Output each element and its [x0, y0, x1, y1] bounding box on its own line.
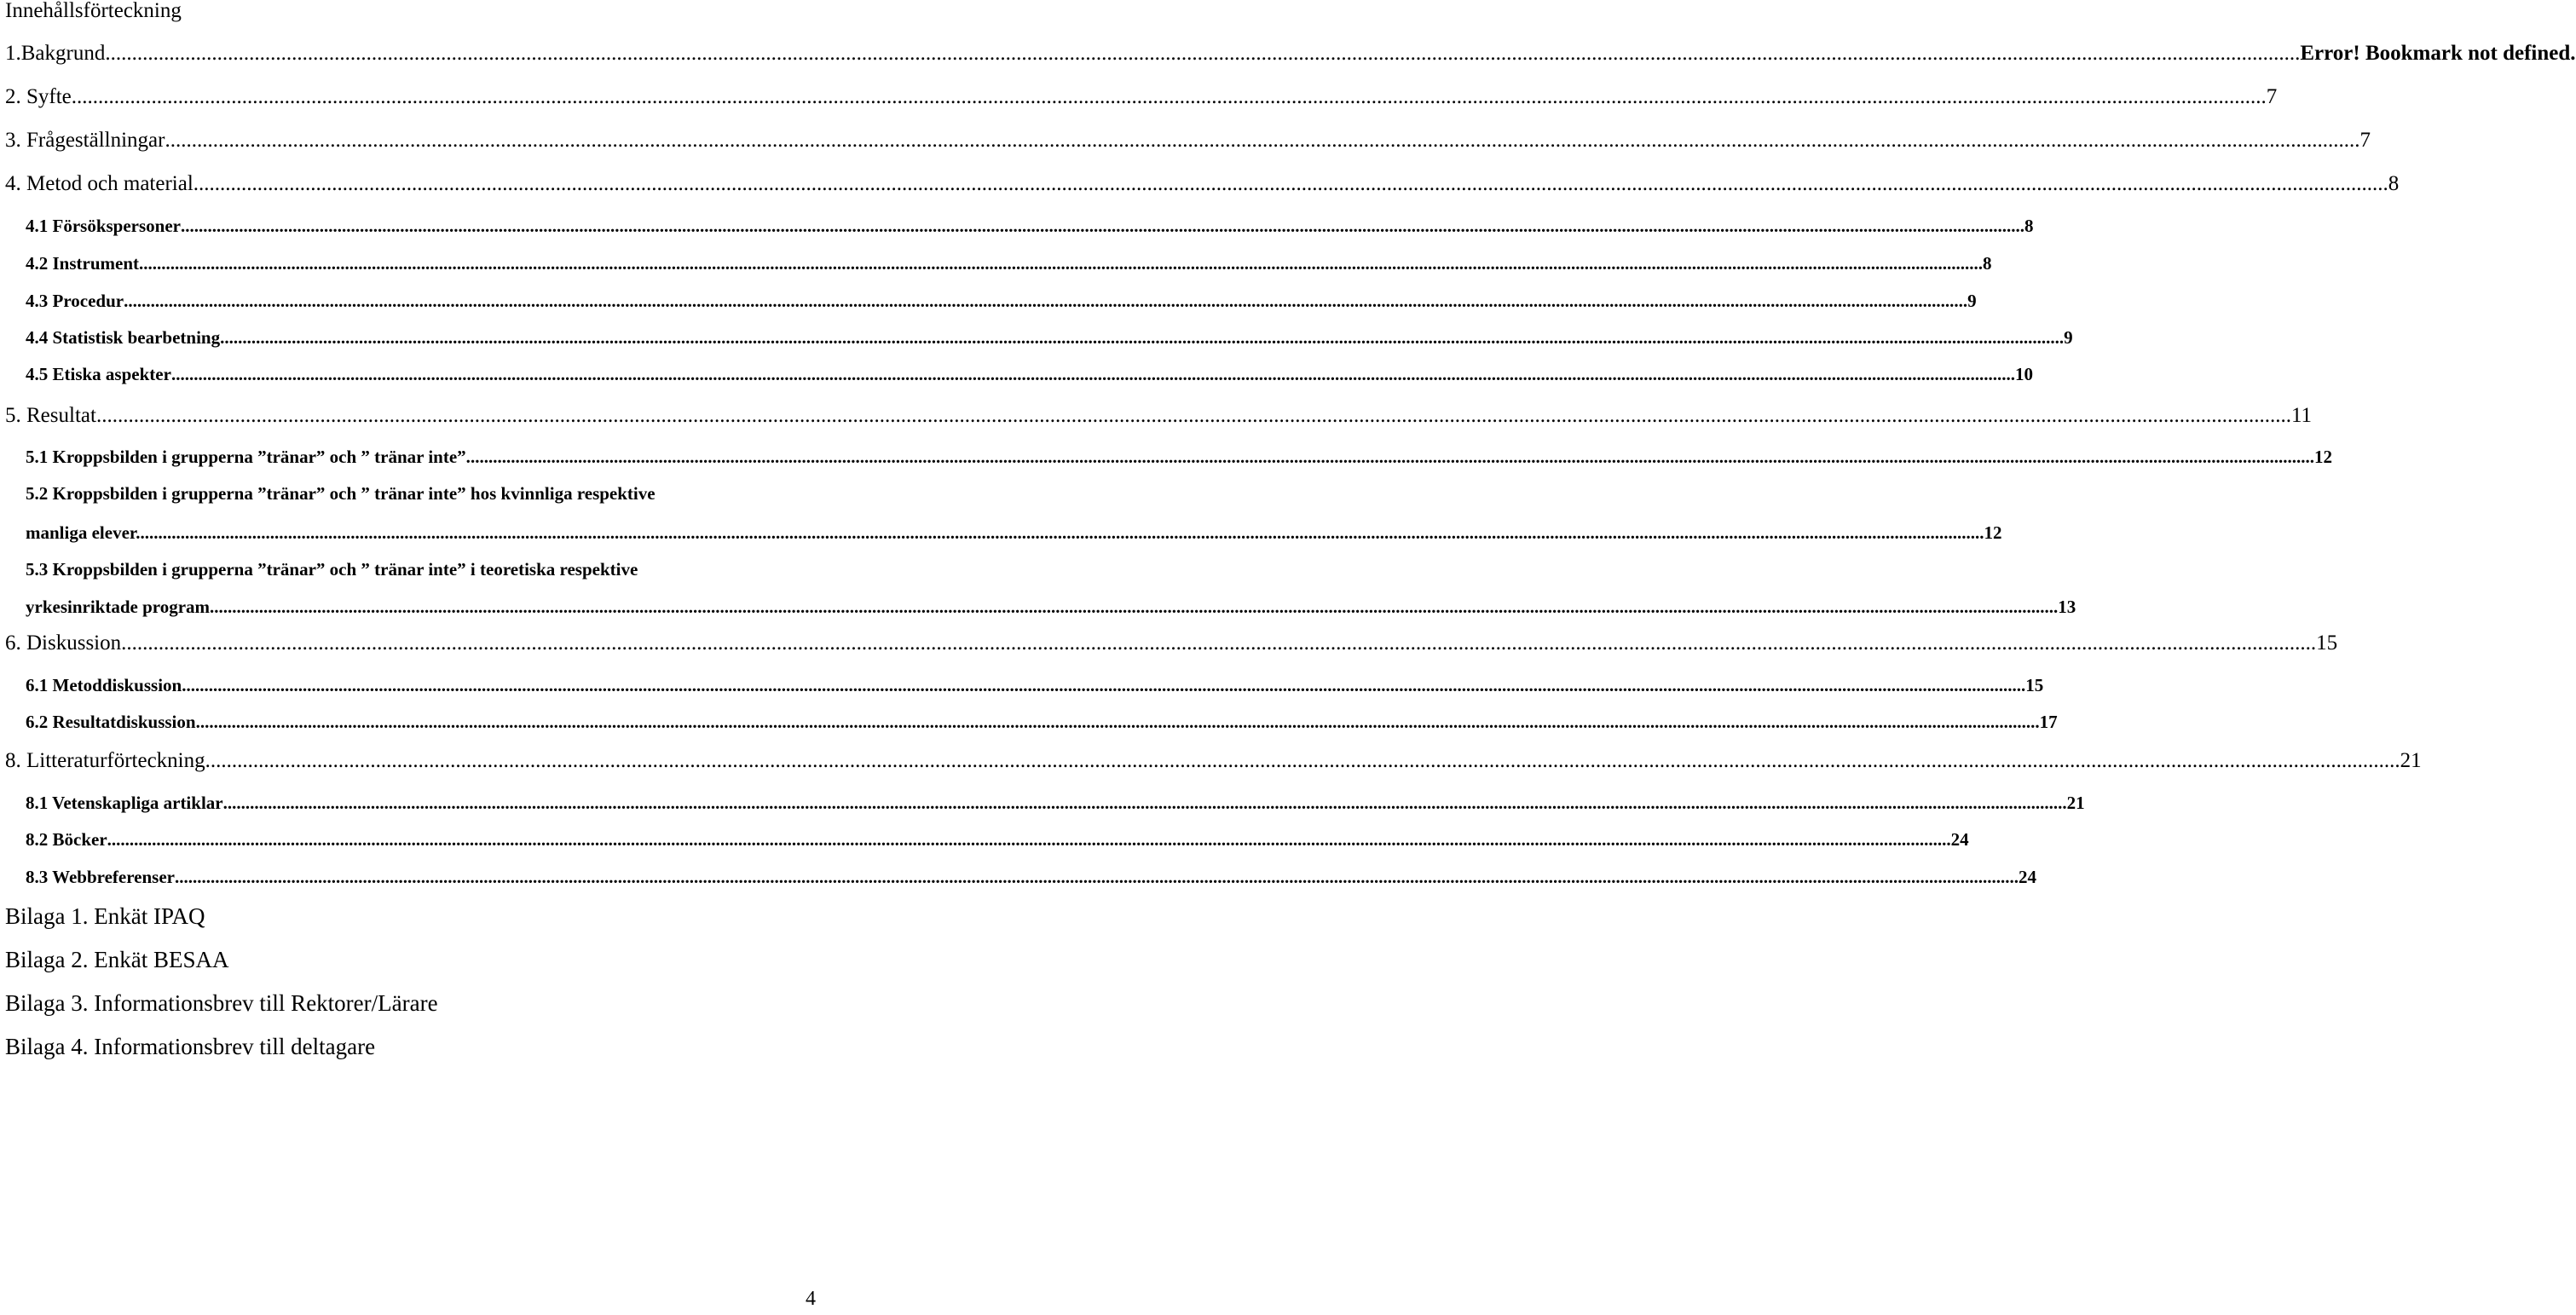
toc-leader: ............................................................................................................................................................................................................................................................................................................................................................................................................................: [182, 675, 2026, 695]
toc-entry-bocker[interactable]: [26, 827, 1969, 852]
toc-entry-5-3-line1[interactable]: 5.3 Kroppsbilden i grupperna ”tränar” och ” tränar inte” i teoretiska respektive: [26, 559, 638, 580]
toc-leader: ............................................................................................................................................................................................................................................................................................................................................................................................................................: [140, 522, 1984, 543]
toc-leader: ............................................................................................................................................................................................................................................................................................................................................................................................................................: [222, 793, 2067, 813]
toc-entry-forsokspersoner[interactable]: [26, 213, 2034, 239]
toc-page-number: 12: [1984, 522, 2002, 543]
toc-entry-title: 4. Metod och material: [5, 172, 193, 195]
appendix-3: Bilaga 3. Informationsbrev till Rektorer/Lärare: [5, 990, 438, 1016]
appendix-4: Bilaga 4. Informationsbrev till deltagare: [5, 1034, 376, 1059]
toc-entry-etiska-aspekter[interactable]: [26, 361, 2033, 387]
toc-entry-procedur[interactable]: [26, 288, 1977, 314]
toc-leader: ............................................................................................................................................................................................................................................................................................................................................................................................................................: [124, 291, 1968, 311]
toc-page-number: 8: [1983, 253, 1992, 274]
appendix-2: Bilaga 2. Enkät BESAA: [5, 947, 229, 972]
toc-entry-title: 6.1 Metoddiskussion: [26, 675, 182, 695]
toc-leader: ............................................................................................................................................................................................................................................................................................................................................................................................................................: [214, 597, 2059, 617]
toc-page-number: 8: [2388, 172, 2400, 195]
toc-leader: ............................................................................................................................................................................................................................................................................................................................................................................................................................: [107, 829, 1951, 850]
toc-entry-title: 6. Diskussion: [5, 632, 122, 655]
toc-page-number: 7: [2359, 129, 2371, 152]
toc-entry-5-1[interactable]: [26, 444, 2332, 470]
page-number: 4: [806, 1288, 816, 1310]
toc-entry-title: 6.2 Resultatdiskussion: [26, 712, 196, 732]
toc-entry-title: 1.Bakgrund: [5, 42, 106, 65]
toc-entry-title: 5.1 Kroppsbilden i grupperna ”tränar” och ” tränar inte”.: [26, 447, 471, 467]
toc-page-number: 24: [2018, 867, 2036, 887]
toc-leader: ............................................................................................................................................................................................................................................................................................................................................................................................................................: [121, 632, 2317, 655]
toc-entry-metoddiskussion[interactable]: [26, 672, 2044, 698]
toc-entry-title: 8.3 Webbreferenser: [26, 867, 175, 887]
toc-page-number: 13: [2058, 597, 2076, 617]
toc-page-number: 9: [2064, 327, 2073, 348]
toc-leader: ............................................................................................................................................................................................................................................................................................................................................................................................................................: [205, 749, 2400, 772]
toc-entry-vetenskapliga-artiklar[interactable]: [26, 790, 2085, 816]
toc-leader: ............................................................................................................................................................................................................................................................................................................................................................................................................................: [470, 447, 2314, 467]
toc-leader: ............................................................................................................................................................................................................................................................................................................................................................................................................................: [181, 216, 2024, 236]
toc-entry-title: 5. Resultat: [5, 404, 96, 427]
toc-heading: Innehållsförteckning: [5, 0, 182, 22]
toc-entry-diskussion[interactable]: [5, 629, 2338, 658]
toc-entry-resultat[interactable]: [5, 401, 2313, 430]
toc-page-number: 24: [1950, 829, 1969, 850]
toc-leader: ............................................................................................................................................................................................................................................................................................................................................................................................................................: [95, 404, 2291, 427]
toc-leader: ............................................................................................................................................................................................................................................................................................................................................................................................................................: [139, 253, 1984, 274]
toc-entry-title: 4.1 Försökspersoner: [26, 216, 181, 236]
toc-entry-litteraturforteckning[interactable]: [5, 747, 2422, 776]
toc-entry-title: 4.5 Etiska aspekter: [26, 364, 171, 384]
toc-page-number: 12: [2313, 447, 2332, 467]
toc-leader: ............................................................................................................................................................................................................................................................................................................................................................................................................................: [220, 327, 2065, 348]
toc-entry-title: 3. Frågeställningar: [5, 129, 165, 152]
toc-entry-5-2-line1[interactable]: 5.2 Kroppsbilden i grupperna ”tränar” och ” tränar inte” hos kvinnliga respektive: [26, 483, 656, 504]
toc-leader: ............................................................................................................................................................................................................................................................................................................................................................................................................................: [71, 85, 2267, 108]
toc-page-number: 10: [2014, 364, 2033, 384]
toc-leader: ............................................................................................................................................................................................................................................................................................................................................................................................................................: [165, 129, 2360, 152]
toc-page-number: 17: [2039, 712, 2058, 732]
toc-leader: ............................................................................................................................................................................................................................................................................................................................................................................................................................: [174, 867, 2019, 887]
toc-entry-title: 8.2 Böcker: [26, 829, 107, 850]
appendix-1: Bilaga 1. Enkät IPAQ: [5, 903, 205, 929]
toc-page-number: 15: [2025, 675, 2044, 695]
toc-entry-title: 4.2 Instrument: [26, 253, 140, 274]
toc-leader: ............................................................................................................................................................................................................................................................................................................................................................................................................................: [195, 712, 2040, 732]
toc-entry-instrument[interactable]: [26, 251, 1992, 276]
toc-entry-resultatdiskussion[interactable]: [26, 709, 2058, 735]
toc-entry-syfte[interactable]: [5, 83, 2278, 112]
toc-page-number: 11: [2290, 404, 2313, 427]
toc-page-number: 9: [1967, 291, 1977, 311]
toc-leader: ............................................................................................................................................................................................................................................................................................................................................................................................................................: [193, 172, 2388, 195]
toc-entry-title: yrkesinriktade program.: [26, 597, 215, 617]
toc-entry-title: 4.3 Procedur: [26, 291, 124, 311]
toc-entry-statistisk-bearbetning[interactable]: [26, 325, 2073, 350]
toc-entry-title: 8.1 Vetenskapliga artiklar: [26, 793, 223, 813]
toc-page-number: 21: [2066, 793, 2085, 813]
toc-entry-webbreferenser[interactable]: [26, 864, 2036, 890]
toc-entry-fragestallningar[interactable]: [5, 126, 2371, 155]
toc-entry-title: 4.4 Statistisk bearbetning: [26, 327, 221, 348]
toc-page-number: 8: [2024, 216, 2034, 236]
toc-leader: ............................................................................................................................................................................................................................................................................................................................................................................................................................: [170, 364, 2015, 384]
toc-entry-bakgrund[interactable]: [5, 39, 2576, 68]
toc-page-number: 7: [2266, 85, 2278, 108]
toc-entry-5-2[interactable]: [26, 520, 2002, 545]
toc-entry-title: 2. Syfte: [5, 85, 72, 108]
toc-leader: ............................................................................................................................................................................................................................................................................................................................................................................................................................: [105, 42, 2301, 65]
toc-error-text: Error! Bookmark not defined.: [2300, 42, 2576, 65]
toc-page-number: 15: [2316, 632, 2338, 655]
toc-entry-5-3[interactable]: [26, 594, 2076, 620]
toc-page-number: 21: [2400, 749, 2422, 772]
toc-entry-title: manliga elever.: [26, 522, 141, 543]
toc-entry-metod[interactable]: [5, 170, 2400, 199]
toc-entry-title: 8. Litteraturförteckning: [5, 749, 205, 772]
